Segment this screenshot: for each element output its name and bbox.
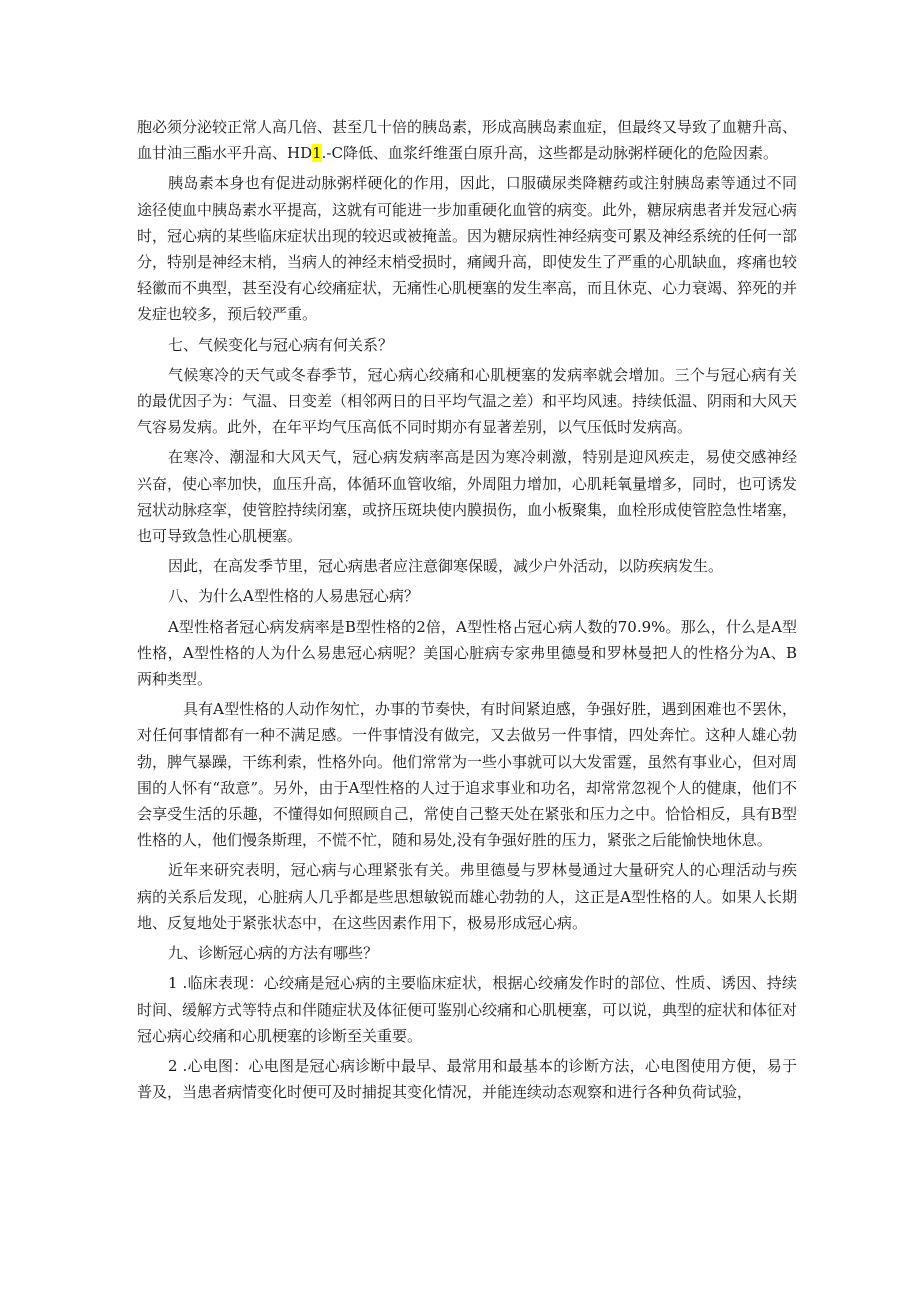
highlighted-character: 1 — [312, 144, 322, 163]
section-heading-7: 七、气候变化与冠心病有何关系？ — [168, 335, 394, 354]
paragraph-text-before-highlight: 胞必须分泌较正常人高几倍、甚至几十倍的胰岛素，形成高胰岛素血症，但最终又导致了血糖升高、血甘油三酯水平升高、HD — [137, 118, 798, 163]
paragraph-text-after-highlight: .-C降低、血浆纤维蛋白原升高，这些都是动脉粥样硬化的危险因素。 — [321, 144, 778, 163]
paragraph-type-a-intro: A型性格者冠心病发病率是B型性格的2倍，A型性格占冠心病人数的70.9%。那么，什么是A型性格，A型性格的人为什么易患冠心病呢？美国心脏病专家弗里德曼和罗林曼把人的性格分为A、B两种类型。 — [137, 617, 797, 689]
paragraph-insulin-atherosclerosis: 胰岛素本身也有促进动脉粥样硬化的作用，因此，口服磺尿类降糖药或注射胰岛素等通过不同途径使血中胰岛素水平提高，这就有可能进一步加重硬化血管的病变。此外，糖尿病患者并发冠心病时，冠心病的某些临床症状出现的较迟或被掩盖。因为糖尿病性神经病变可累及神经系统的任何一部分，特别是神经末梢，当病人的神经末梢受损时，痛阈升高，即使发生了严重的心肌缺血，疼痛也较轻徽而不典型，甚至没有心绞痛症状，无痛性心肌梗塞的发生率高，而且休克、心力衰竭、猝死的并发症也较多，预后较严重。 — [137, 174, 798, 324]
paragraph-insulin-risk — [137, 114, 797, 166]
list-item-ecg: 2 .心电图：心电图是冠心病诊断中最早、最常用和最基本的诊断方法，心电图使用方便，易于普及，当患者病情变化时便可及时捕捉其变化情况，并能连续动态观察和进行各种负荷试验， — [137, 1056, 797, 1102]
section-heading-8: 八、为什么A型性格的人易患冠心病？ — [168, 587, 419, 606]
paragraph-cold-mechanism: 在寒冷、潮湿和大风天气，冠心病发病率高是因为寒冷刺激，特别是迎风疾走，易使交感神经兴奋，使心率加快，血压升高，体循环血管收缩，外周阻力增加，心肌耗氧量增多，同时，也可诱发冠状动脉痉挛，使管腔持续闭塞，或挤压斑块使内膜损伤，血小板聚集，血栓形成使管腔急性堵塞，也可导致急性心肌梗塞。 — [137, 448, 798, 546]
paragraph-prevention: 因此，在高发季节里，冠心病患者应注意御寒保暖，减少户外活动，以防疾病发生。 — [168, 557, 724, 576]
paragraph-cold-weather: 气候寒冷的天气或冬春季节，冠心病心绞痛和心肌梗塞的发病率就会增加。三个与冠心病有关的最优因子为：气温、日变差（相邻两日的日平均气温之差）和平均风速。持续低温、阴雨和大风天气容易发病。此外，在年平均气压高低不同时期亦有显著差别，以气压低时发病高。 — [137, 365, 798, 437]
paragraph-stress-research: 近年来研究表明，冠心病与心理紧张有关。弗里德曼与罗林曼通过大量研究人的心理活动与疾病的关系后发现，心脏病人几乎都是些思想敏锐而雄心勃勃的人，这正是A型性格的人。如果人长期地、反复地处于紧张状态中，在这些因素作用下，极易形成冠心病。 — [137, 861, 797, 932]
paragraph-type-a-traits: 具有A型性格的人动作匆忙，办事的节奏快，有时间紧迫感，争强好胜，遇到困难也不罢休，对任何事情都有一种不满足感。一件事情没有做完，又去做另一件事情，四处奔忙。这种人雄心勃勃，脾气暴躁，干练利索，性格外向。他们常常为一些小事就可以大发雷霆，虽然有事业心，但对周围的人怀有“敌意”。另外，由于A型性格的人过于追求事业和功名，却常常忽视个人的健康，他们不会享受生活的乐趣，不懂得如何照顾自己，常使自己整天处在紧张和压力之中。恰恰相反，具有B型性格的人，他们慢条斯理，不慌不忙，随和易处,没有争强好胜的压力，紧张之后能愉快地休息。 — [137, 700, 798, 850]
section-heading-9: 九、诊断冠心病的方法有哪些？ — [168, 944, 379, 963]
document-page — [137, 114, 797, 1109]
list-item-clinical-signs: 1 .临床表现：心绞痛是冠心病的主要临床症状，根据心绞痛发作时的部位、性质、诱因、持续时间、缓解方式等特点和伴随症状及体征便可鉴别心绞痛和心肌梗塞，可以说，典型的症状和体征对冠心病心绞痛和心肌梗塞的诊断至关重要。 — [137, 974, 798, 1045]
